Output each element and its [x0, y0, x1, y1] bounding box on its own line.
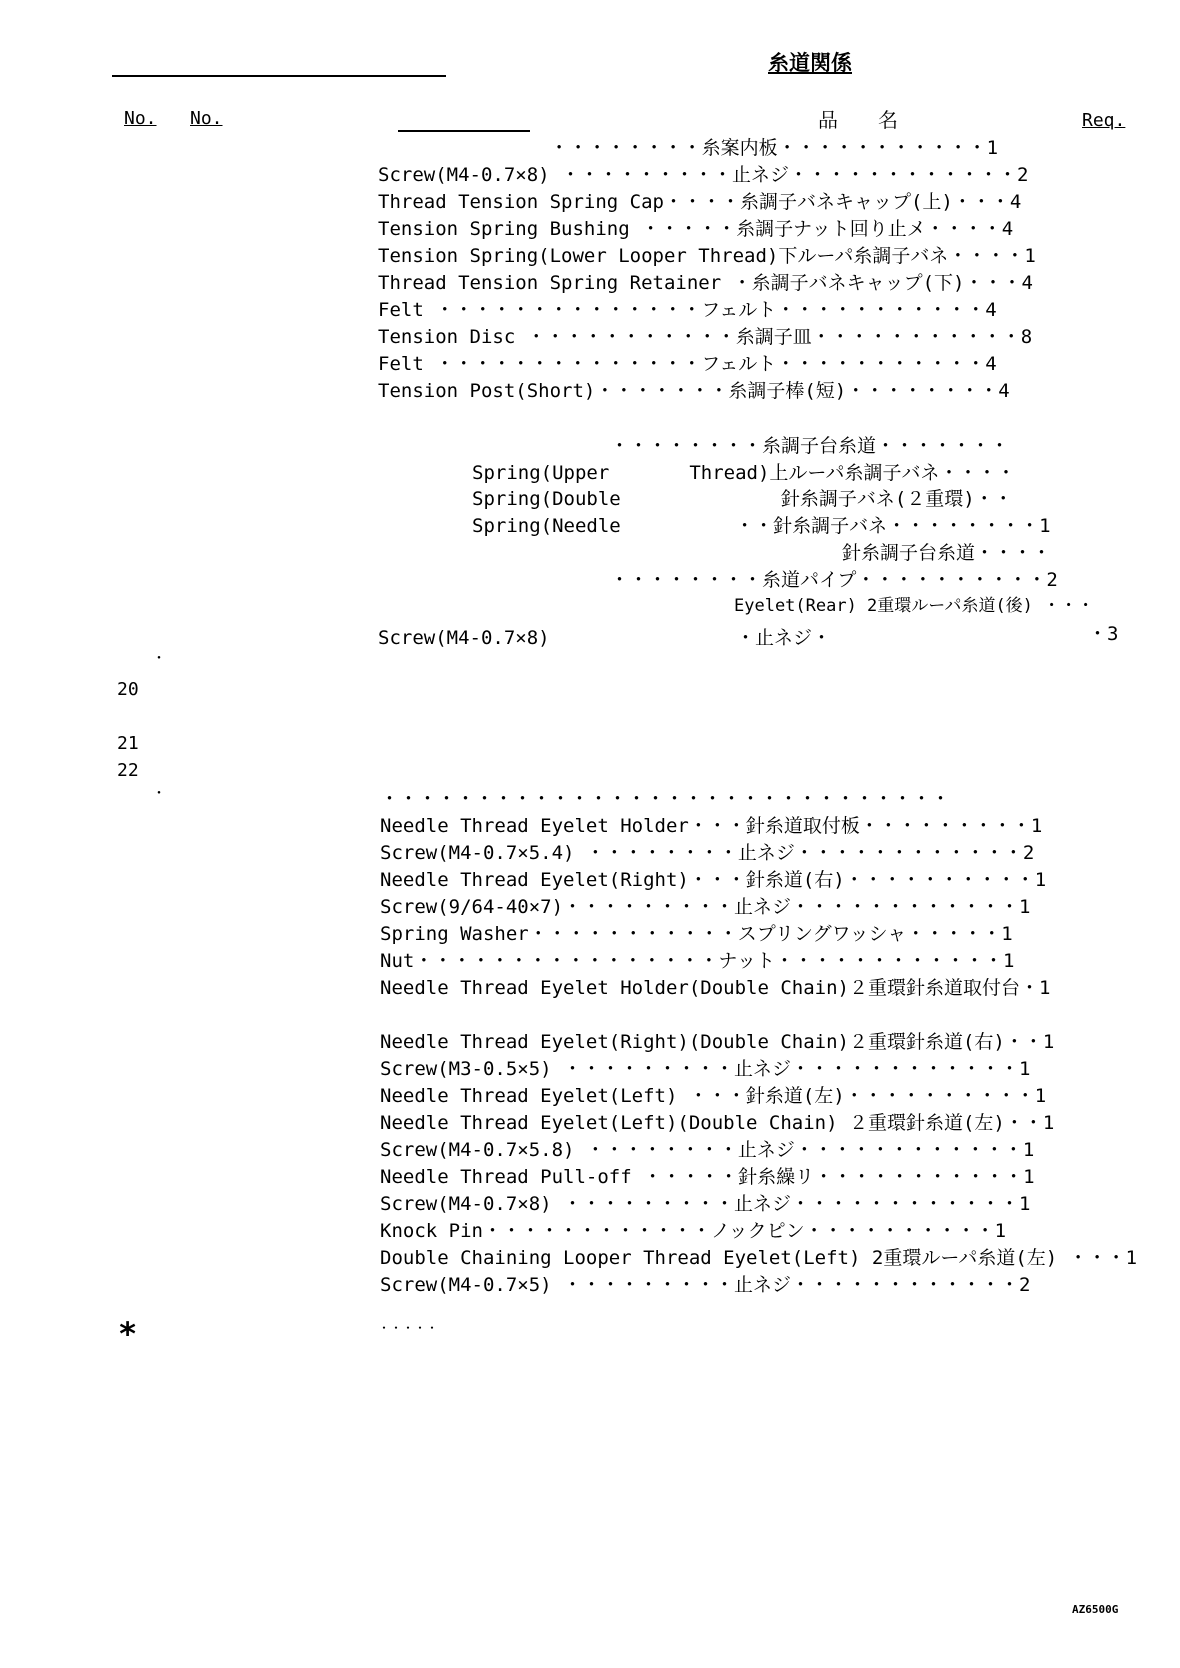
part-line: Needle Thread Pull-off ・・・・・針糸繰リ・・・・・・・・・・・1	[380, 1166, 1035, 1188]
part-line: ・・・・・・・・糸調子台糸道・・・・・・・	[610, 435, 1010, 457]
side-number: 22	[117, 760, 139, 781]
page-title: 糸道関係	[768, 51, 852, 75]
part-line-name: ・止ネジ・	[736, 627, 832, 649]
part-line: Screw(M4-0.7×8)	[378, 627, 550, 649]
part-line: Needle Thread Eyelet(Right)・・・針糸道(右)・・・・・・・・・・1	[380, 869, 1047, 891]
part-line: Screw(M4-0.7×5.8) ・・・・・・・・止ネジ・・・・・・・・・・・・1	[380, 1139, 1035, 1161]
footnote-star: *	[118, 1315, 138, 1353]
part-line: Screw(M4-0.7×5) ・・・・・・・・・止ネジ・・・・・・・・・・・・2	[380, 1274, 1031, 1296]
part-line: Eyelet(Rear) 2重環ルーパ糸道(後) ・・・	[734, 596, 1095, 616]
part-line: Thread Tension Spring Cap・・・・糸調子バネキャップ(上)・・・4	[378, 191, 1022, 213]
bullet-dot: ・	[152, 651, 166, 667]
col-req-header: Req.	[1082, 110, 1126, 131]
header-rule	[112, 75, 446, 77]
part-line: ・・・・・・・・糸案内板・・・・・・・・・・・1	[378, 137, 999, 159]
part-line: Needle Thread Eyelet Holder(Double Chain)２重環針糸道取付台・1	[380, 977, 1051, 999]
footnote-dots: ・・・・・	[378, 1321, 439, 1335]
part-line: Spring(Needle ・・針糸調子バネ・・・・・・・・1	[472, 515, 1051, 537]
part-line: Tension Spring(Lower Looper Thread)下ルーパ糸調子バネ・・・・1	[378, 245, 1036, 267]
part-line: Knock Pin・・・・・・・・・・・・ノックピン・・・・・・・・・・1	[380, 1220, 1007, 1242]
part-line: Screw(M4-0.7×8) ・・・・・・・・・止ネジ・・・・・・・・・・・・2	[378, 164, 1029, 186]
col-name-header: 品 名	[818, 108, 898, 132]
part-line: Spring(Double 針糸調子バネ(２重環)・・	[472, 488, 1013, 510]
part-line: Tension Disc ・・・・・・・・・・・糸調子皿・・・・・・・・・・・8	[378, 326, 1033, 348]
part-line: Nut・・・・・・・・・・・・・・・・ナット・・・・・・・・・・・・1	[380, 950, 1015, 972]
part-line: Needle Thread Eyelet(Right)(Double Chain)２重環針糸道(右)・・1	[380, 1031, 1055, 1053]
page-code: AZ6500G	[1072, 1603, 1119, 1616]
part-line: Screw(M4-0.7×5.4) ・・・・・・・・止ネジ・・・・・・・・・・・・2	[380, 842, 1035, 864]
part-line: Thread Tension Spring Retainer ・糸調子バネキャップ(下)・・・4	[378, 272, 1033, 294]
part-line: ・・・・・・・・糸道パイプ・・・・・・・・・・2	[610, 569, 1058, 591]
col-desc-rule	[398, 130, 530, 132]
col-no2-header: No.	[190, 108, 223, 129]
part-line: 針糸調子台糸道・・・・	[842, 542, 1052, 564]
dot-leader-row: ・・・・・・・・・・・・・・・・・・・・・・・・・・・・・・	[380, 788, 951, 810]
part-line: Tension Post(Short)・・・・・・・糸調子棒(短)・・・・・・・・4	[378, 380, 1010, 402]
part-line: Screw(9/64-40×7)・・・・・・・・・止ネジ・・・・・・・・・・・・1	[380, 896, 1031, 918]
part-line-req: ・3	[1088, 623, 1119, 645]
part-line: Screw(M3-0.5×5) ・・・・・・・・・止ネジ・・・・・・・・・・・・1	[380, 1058, 1031, 1080]
col-no1-header: No.	[124, 108, 157, 129]
side-number: 21	[117, 733, 139, 754]
part-line: Tension Spring Bushing ・・・・・糸調子ナット回り止メ・・・・4	[378, 218, 1014, 240]
part-line: Needle Thread Eyelet Holder・・・針糸道取付板・・・・・・・・・1	[380, 815, 1043, 837]
part-line: Spring Washer・・・・・・・・・・・スプリングワッシャ・・・・・1	[380, 923, 1013, 945]
part-line: Felt ・・・・・・・・・・・・・・フェルト・・・・・・・・・・・4	[378, 299, 997, 321]
part-line: Double Chaining Looper Thread Eyelet(Left) 2重環ルーパ糸道(左) ・・・1	[380, 1247, 1138, 1269]
part-line: Spring(Upper Thread)上ルーパ糸調子バネ・・・・	[472, 462, 1016, 484]
part-line: Needle Thread Eyelet(Left) ・・・針糸道(左)・・・・・・・・・・1	[380, 1085, 1047, 1107]
bullet-dot: ・	[152, 786, 166, 802]
part-line: Screw(M4-0.7×8) ・・・・・・・・・止ネジ・・・・・・・・・・・・1	[380, 1193, 1031, 1215]
part-line: Felt ・・・・・・・・・・・・・・フェルト・・・・・・・・・・・4	[378, 353, 997, 375]
side-number: 20	[117, 679, 139, 700]
part-line: Needle Thread Eyelet(Left)(Double Chain) ２重環針糸道(左)・・1	[380, 1112, 1055, 1134]
